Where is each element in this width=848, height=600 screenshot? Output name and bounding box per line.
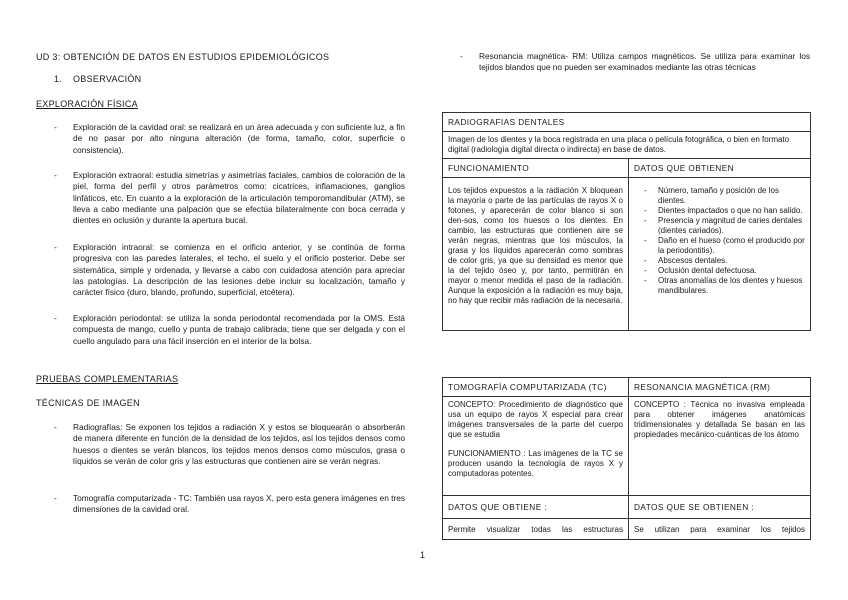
tc-funcionamiento: FUNCIONAMIENTO : Las imágenes de la TC se producen usando la tecnología de rayos X y computadoras potentes. (448, 449, 623, 478)
datos-list-item: - Daño en el hueso (como el producido por la periodontitis). (634, 236, 805, 256)
bullet-dash: - (54, 170, 57, 180)
bullet-dash: - (54, 422, 57, 432)
datos-list (634, 186, 805, 296)
exploracion-item: Exploración extraoral: estudia simetrías y asimetrías faciales, cambios de coloración de la piel, forma del perfil y otros parámetros como: cicatrices, inflamaciones, ganglios linfáticos, etc. En cuanto a la exploración de la articulación temporomandibular (ATM), se lleva a cabo mediante una palpación que se efectúa bilateralmente con boca cerrada y dientes en oclusión y durante la apertura bucal. (73, 170, 405, 226)
section-number: 1. (54, 74, 63, 84)
rm-datos-text: Se utilizan para examinar los tejidos (629, 519, 811, 540)
tecnicas-heading: TÉCNICAS DE IMAGEN (36, 398, 140, 408)
bullet-dash: - (54, 242, 57, 252)
datos-list-item: - Otras anomalías de los dientes y huesos mandibulares. (634, 276, 805, 296)
funcionamiento-header: FUNCIONAMIENTO (443, 159, 629, 178)
rm-concepto: CONCEPTO : Técnica no invasiva empleada para obtener imágenes anatómicas tridimensionales y detallada Se basan en las propiedades mecánico-cuánticas de los átomo (629, 397, 811, 496)
tc-rm-table (442, 377, 811, 540)
bullet-dash: - (460, 51, 463, 61)
tc-datos-header: DATOS QUE OBTIENE : (443, 496, 629, 519)
tc-header: TOMOGRAFÍA COMPUTARIZADA (TC) (443, 378, 629, 397)
exploracion-item: Exploración de la cavidad oral: se realizará en un área adecuada y con suficiente luz, a fin de no pasar por alto ninguna alteración (de forma, tamaño, color, superficie o consistencia). (73, 122, 405, 155)
tecnicas-item: Tomografía computarizada - TC: También usa rayos X, pero esta genera imágenes en tres dimensiones de la cavidad oral. (73, 493, 405, 515)
datos-list-item: - Dientes impactados o que no han salido. (634, 206, 805, 216)
rm-datos-header: DATOS QUE SE OBTIENEN : (629, 496, 811, 519)
resonancia-item: Resonancia magnética- RM: Utiliza campos magnéticos. Se utiliza para examinar los tejidos blandos que no pueden ser examinados mediante las otras técnicas (479, 51, 810, 73)
radiografias-title: RADIOGRAFIAS DENTALES (443, 113, 811, 132)
pruebas-heading: PRUEBAS COMPLEMENTARIAS (36, 374, 179, 384)
document-title: UD 3: OBTENCIÓN DE DATOS EN ESTUDIOS EPIDEMIOLÓGICOS (36, 52, 330, 62)
datos-list-item: - Número, tamaño y posición de los dientes. (634, 186, 805, 206)
exploracion-heading: EXPLORACIÓN FÍSICA (36, 99, 138, 109)
funcionamiento-text: Los tejidos expuestos a la radiación X bloquean la mayoría o parte de las partículas de rayos X o fotones, y aparecerán de color blanco si son den-sos, como los huesos o los dientes. En cambio, las estructuras que contienen aire se verán negras, mientras que los músculos, la grasa y los líquidos aparecerán como sombras de color gris, ya que su densidad es menor que la del tejido óseo y, por tanto, permitirán en mayor o menor medida el paso de la radiación. Aunque la exposición a la radiación es muy baja, no hay que recibir más radiación de la necesaria. (443, 178, 629, 331)
exploracion-item: Exploración periodontal: se utiliza la sonda periodontal recomendada por la OMS. Está compuesta de mango, cuello y punta de trabajo calibrada; tiene que ser delgada y con el cuello angulado para una fácil inserción en el interior de la bolsa. (73, 313, 405, 346)
tc-content-cell (443, 397, 629, 496)
section-title: OBSERVACIÓN (73, 74, 142, 84)
bullet-dash: - (54, 122, 57, 132)
bullet-dash: - (54, 313, 57, 323)
bullet-dash: - (54, 493, 57, 503)
radiografias-table (442, 112, 811, 331)
tc-concepto: CONCEPTO: Procedimiento de diagnóstico que usa un equipo de rayos X especial para crear imágenes transversales de la parte del cuerpo que se estudia (448, 400, 623, 439)
tc-datos-text: Permite visualizar todas las estructuras (443, 519, 629, 540)
datos-list-item: - Presencia y magnitud de caries dentales (dientes cariados). (634, 216, 805, 236)
tecnicas-item: Radiografías: Se exponen los tejidos a radiación X y estos se bloquearán o absorberán de manera diferente en función de la densidad de los tejidos, así los tejidos densos como huesos o dientes se verán blancos, los tejidos menos densos como músculos, grasa o líquidos se verán de color gris y las estructuras que contienen aire se verán negras. (73, 422, 405, 466)
exploracion-item: Exploración intraoral: se comienza en el orificio anterior, y se continúa de forma progresiva con las paredes laterales, el techo, el suelo y el orificio posterior. Debe ser sistemática, simple y ordenada, y llevarse a cabo con cuidadosa atención para apreciar las patologías. La descripción de las lesiones debe incluir su localización, tamaño y carácter físico (duro, blando, profundo, superficial, etcétera). (73, 242, 405, 298)
datos-header: DATOS QUE OBTIENEN (629, 159, 811, 178)
datos-list-item: - Abscesos dentales. (634, 256, 805, 266)
datos-list-item: - Oclusión dental defectuosa. (634, 266, 805, 276)
radiografias-description: Imagen de los dientes y la boca registrada en una placa o película fotográfica, o bien en formato digital (radiología digital directa o indirecta) en base de datos. (443, 132, 811, 159)
datos-cell (629, 178, 811, 331)
rm-header: RESONANCIA MAGNÉTICA (RM) (629, 378, 811, 397)
page-number: 1 (420, 550, 426, 560)
